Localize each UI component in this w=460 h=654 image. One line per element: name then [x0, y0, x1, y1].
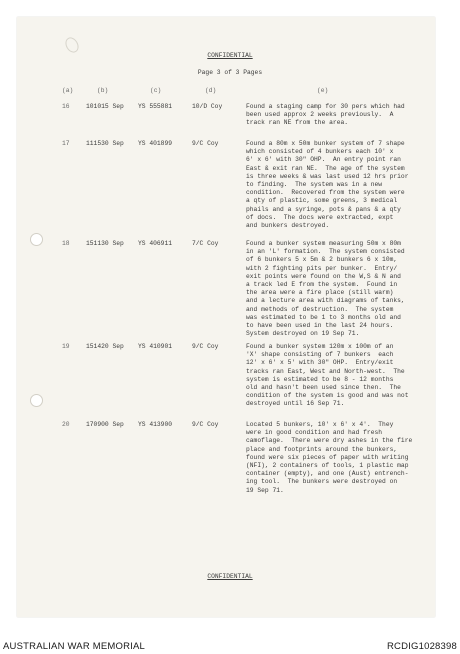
row-unit: 9/C Coy	[192, 421, 219, 428]
punch-hole	[30, 394, 43, 407]
row-description	[246, 240, 436, 338]
column-header-c: (c)	[150, 87, 162, 94]
column-header-d: (d)	[205, 87, 217, 94]
description-line: East & exit ran NE. The age of the system	[246, 164, 405, 172]
description-line: container (empty), and one (Aust) entrench-	[246, 470, 409, 478]
description-line: tracks ran East, West and North-west. The	[246, 367, 405, 375]
row-description	[246, 343, 436, 409]
row-description	[246, 421, 436, 495]
description-line: Found a bunker system 120m x 100m of an	[246, 343, 394, 350]
description-line: System destroyed on 19 Sep 71.	[246, 330, 360, 338]
row-serial: 20	[62, 421, 70, 428]
description-line: of 6 bunkers 5 x 5m & 2 bunkers 6 x 10m,	[246, 256, 398, 264]
description-line: Found a bunker system measuring 50m x 80m	[246, 240, 401, 247]
description-line: condition of the system is good and was not	[246, 392, 409, 400]
row-grid-ref: YS 413900	[138, 421, 173, 428]
description-line: 19 Sep 71.	[246, 486, 284, 494]
description-line: destroyed until 16 Sep 71.	[246, 400, 345, 408]
description-line: the area were a fire place (still warm)	[246, 289, 394, 297]
row-unit: 10/D Coy	[192, 103, 223, 110]
row-dtg: 170900 Sep	[86, 421, 124, 428]
description-line: system is estimated to be 8 - 12 months	[246, 375, 394, 383]
description-line: and methods of destruction. The system	[246, 305, 394, 313]
description-line: of docs. The docs were extracted, expt	[246, 213, 394, 221]
row-serial: 18	[62, 240, 70, 247]
row-unit: 9/C Coy	[192, 140, 219, 147]
description-line: Located 5 bunkers, 10' x 6' x 4'. They	[246, 421, 394, 428]
description-line: which consisted of 4 bunkers each 10' x	[246, 148, 394, 156]
description-line: place and footprints around the bunkers,	[246, 445, 398, 453]
row-dtg: 151130 Sep	[86, 240, 124, 247]
description-line: ing tool. The bunkers were destroyed on	[246, 478, 398, 486]
description-line: been used approx 2 weeks previously. A	[246, 111, 394, 119]
archive-watermark: AUSTRALIAN WAR MEMORIAL	[3, 641, 146, 652]
description-line: to finding. The system was in a new	[246, 181, 383, 189]
punch-hole	[30, 233, 43, 246]
description-line: a qty of plastic, some greens, 3 medical	[246, 197, 398, 205]
description-line: with 2 fighting pits per bunker. Entry/	[246, 264, 398, 272]
column-header-b: (b)	[97, 87, 109, 94]
archive-id: RCDIG1028398	[387, 641, 457, 652]
row-grid-ref: YS 401899	[138, 140, 173, 147]
page-label: Page 3 of 3 Pages	[197, 69, 263, 76]
description-line: were in good condition and had fresh	[246, 429, 383, 437]
description-line: and a lecture area with diagrams of tanks,	[246, 297, 405, 305]
description-line: (NFI), 2 containers of tools, 1 plastic map	[246, 462, 409, 470]
row-dtg: 101015 Sep	[86, 103, 124, 110]
row-serial: 19	[62, 343, 70, 350]
description-line: found were six pieces of paper with writing	[246, 453, 409, 461]
row-serial: 17	[62, 140, 70, 147]
row-description	[246, 103, 436, 128]
row-grid-ref: YS 410901	[138, 343, 173, 350]
description-line: a track led E from the system. Found in	[246, 281, 398, 289]
column-header-a: (a)	[62, 87, 74, 94]
description-line: phails and a syringe, pots & pans & a qty	[246, 205, 401, 213]
description-line: 6' x 6' with 30" OHP. An entry point ran	[246, 156, 401, 164]
description-line: to have been used in the last 24 hours.	[246, 322, 394, 330]
classification-footer: CONFIDENTIAL	[207, 573, 253, 580]
description-line: 12' x 6' x 5' with 30" OHP. Entry/exit	[246, 359, 394, 367]
description-line: track ran NE from the area.	[246, 119, 349, 127]
description-line: Found a 80m x 50m bunker system of 7 shape	[246, 140, 405, 147]
row-serial: 16	[62, 103, 70, 110]
row-dtg: 151420 Sep	[86, 343, 124, 350]
description-line: Found a staging camp for 30 pers which had	[246, 103, 405, 110]
description-line: is three weeks & was last used 12 hrs prior	[246, 172, 409, 180]
column-header-e: (e)	[317, 87, 329, 94]
row-unit: 7/C Coy	[192, 240, 219, 247]
description-line: exit points were found on the W,S & N and	[246, 272, 401, 280]
row-dtg: 111530 Sep	[86, 140, 124, 147]
description-line: 'X' shape consisting of 7 bunkers each	[246, 351, 394, 359]
description-line: was estimated to be 1 to 3 months old and	[246, 313, 401, 321]
description-line: old and hasn't been used since then. The	[246, 384, 401, 392]
row-grid-ref: YS 406911	[138, 240, 173, 247]
row-description	[246, 140, 436, 230]
description-line: condition. Recovered from the system were	[246, 189, 405, 197]
classification-header: CONFIDENTIAL	[207, 52, 253, 59]
description-line: camoflage. There were dry ashes in the fire	[246, 437, 413, 445]
description-line: in an 'L' formation. The system consisted	[246, 248, 405, 256]
description-line: and bunkers destroyed.	[246, 222, 330, 230]
row-unit: 9/C Coy	[192, 343, 219, 350]
row-grid-ref: YS 555881	[138, 103, 173, 110]
